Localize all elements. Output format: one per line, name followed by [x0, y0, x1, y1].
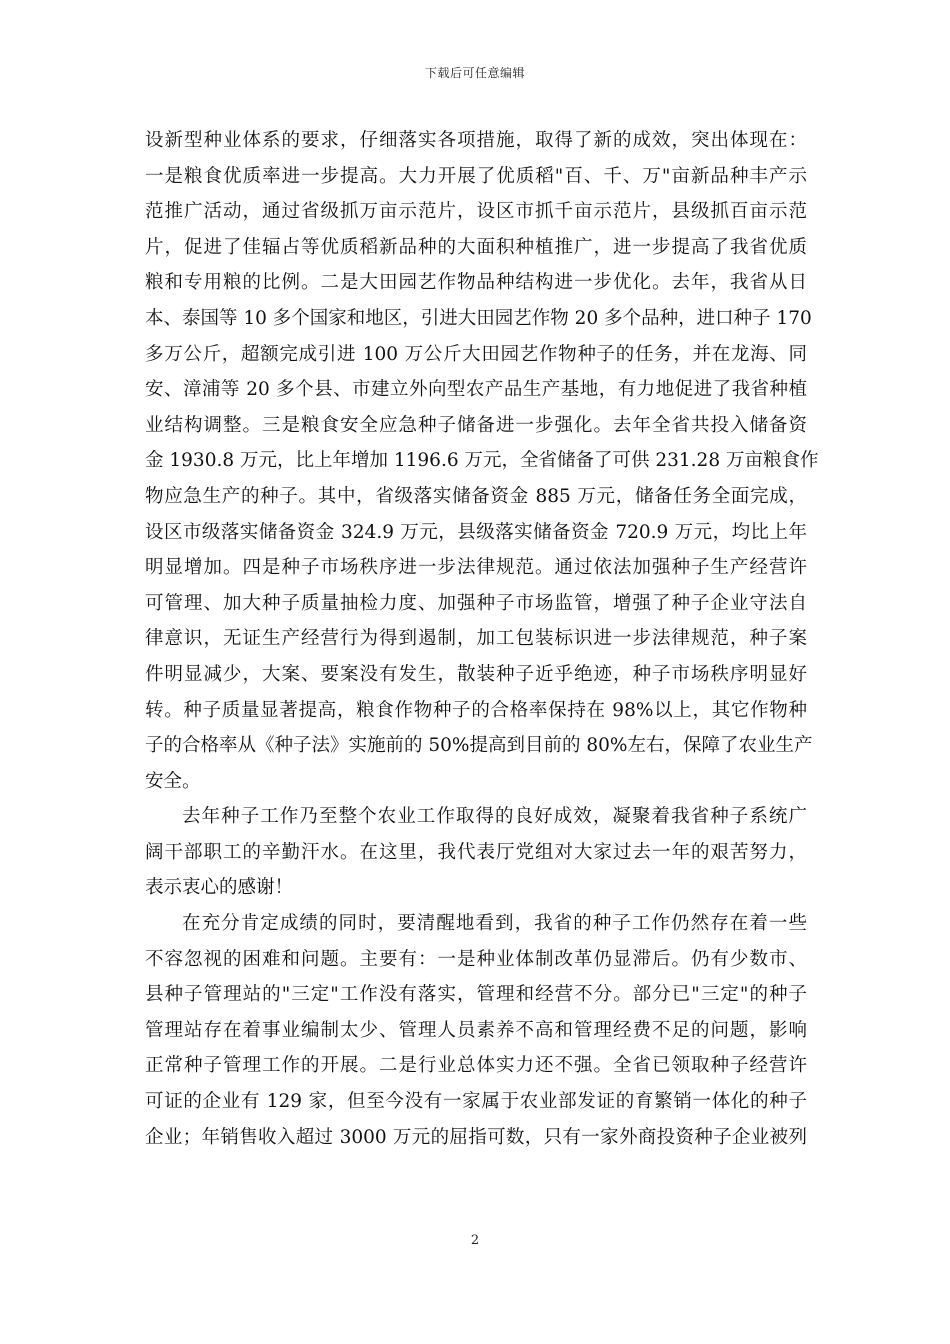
text-line: 去年种子工作乃至整个农业工作取得的良好成效，凝聚着我省种子系统广 [182, 806, 807, 828]
text-line: 范推广活动，通过省级抓万亩示范片，设区市抓千亩示范片，县级抓百亩示范 [145, 201, 807, 223]
text-line: 金 1930.8 万元，比上年增加 1196.6 万元，全省储备了可供 231.28 万亩粮食作 [145, 450, 819, 472]
text-line: 律意识，无证生产经营行为得到遏制，加工包装标识进一步法律规范，种子案 [145, 628, 807, 650]
text-line: 表示衷心的感谢！ [145, 877, 294, 899]
text-line: 在充分肯定成绩的同时，要清醒地看到，我省的种子工作仍然存在着一些 [182, 913, 807, 935]
text-line: 可管理、加大种子质量抽检力度、加强种子市场监管，增强了种子企业守法自 [145, 592, 807, 614]
text-line: 粮和专用粮的比例。二是大田园艺作物品种结构进一步优化。去年，我省从日 [145, 272, 807, 294]
text-line: 企业；年销售收入超过 3000 万元的屈指可数，只有一家外商投资种子企业被列 [145, 1126, 807, 1148]
text-line: 件明显减少，大案、要案没有发生，散装种子近乎绝迹，种子市场秩序明显好 [145, 663, 807, 685]
text-line: 不容忽视的困难和问题。主要有：一是种业体制改革仍显滞后。仍有少数市、 [145, 948, 807, 970]
text-line: 设区市级落实储备资金 324.9 万元，县级落实储备资金 720.9 万元，均比上年 [145, 521, 807, 543]
paragraph-1 [145, 123, 819, 799]
text-line: 管理站存在着事业编制太少、管理人员素养不高和管理经费不足的问题，影响 [145, 1019, 807, 1041]
text-line: 一是粮食优质率进一步提高。大力开展了优质稻"百、千、万"亩新品种丰产示 [145, 165, 807, 187]
text-line: 子的合格率从《种子法》实施前的 50%提高到目前的 80%左右，保障了农业生产 [145, 735, 813, 757]
text-line: 县种子管理站的"三定"工作没有落实，管理和经营不分。部分已"三定"的种子 [145, 984, 807, 1006]
text-line: 阔干部职工的辛勤汗水。在这里，我代表厅党组对大家过去一年的艰苦努力， [145, 841, 807, 863]
text-line: 设新型种业体系的要求，仔细落实各项措施，取得了新的成效，突出体现在： [145, 130, 807, 151]
text-line: 片，促进了佳辐占等优质稻新品种的大面积种植推广，进一步提高了我省优质 [145, 236, 807, 258]
text-line: 转。种子质量显著提高，粮食作物种子的合格率保持在 98%以上，其它作物种 [145, 699, 807, 721]
text-line: 安、漳浦等 20 多个县、市建立外向型农产品生产基地，有力地促进了我省种植 [145, 379, 807, 401]
text-line: 业结构调整。三是粮食安全应急种子储备进一步强化。去年全省共投入储备资 [145, 414, 807, 436]
text-line: 正常种子管理工作的开展。二是行业总体实力还不强。全省已领取种子经营许 [145, 1055, 807, 1077]
text-line: 多万公斤，超额完成引进 100 万公斤大田园艺作物种子的任务，并在龙海、同 [145, 343, 807, 365]
text-line: 本、泰国等 10 多个国家和地区，引进大田园艺作物 20 多个品种，进口种子 170 [145, 307, 812, 329]
text-line: 可证的企业有 129 家，但至今没有一家属于农业部发证的育繁销一体化的种子 [145, 1091, 807, 1113]
document-body [145, 123, 819, 1155]
text-line: 明显增加。四是种子市场秩序进一步法律规范。通过依法加强种子生产经营许 [145, 557, 807, 579]
page-number: 2 [470, 1233, 480, 1248]
text-line: 物应急生产的种子。其中，省级落实储备资金 885 万元，储备任务全面完成， [145, 485, 807, 507]
text-line: 安全。 [145, 770, 201, 792]
paragraph-3 [145, 906, 807, 1155]
page-header: 下载后可任意编辑 [424, 66, 525, 80]
paragraph-2 [145, 799, 807, 906]
